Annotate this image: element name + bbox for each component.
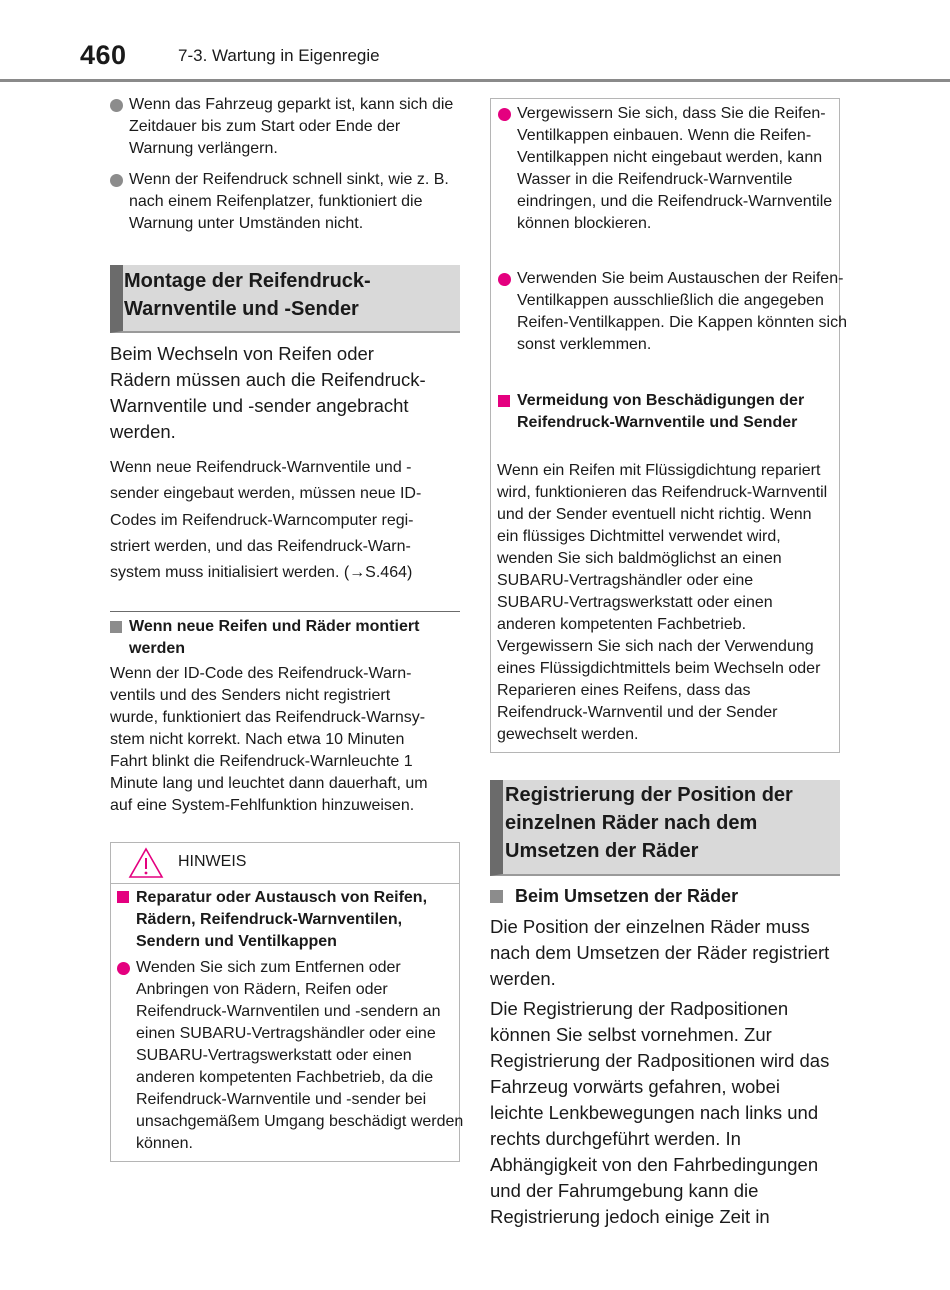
square-bullet-icon xyxy=(490,890,503,903)
section-heading: Montage der Reifendruck- Warnventile und -Sender xyxy=(110,265,460,333)
sub-heading: Wenn neue Reifen und Räder montiert werden xyxy=(110,616,479,660)
square-bullet-icon xyxy=(110,621,122,633)
caution-paragraph: Wenn ein Reifen mit Flüssigdichtung repariert wird, funktionieren das Reifendruck-Warnventil und der Sender eventuell nicht richtig. Wenn ein flüssiges Dichtmittel verwendet wird, wenden Sie sich baldmöglichst an einen SUBARU-Vertragshändler oder eine SUBARU-Vertragswerkstatt oder einen anderen kompetenten Fachbetrieb. Vergewissern Sie sich nach der Verwendung eines Flüssigdichtmittels beim Wechseln oder Reparieren eines Reifens, dass das Reifendruck-Warnventil und der Sender gewechselt werden. xyxy=(497,462,828,743)
bullet-dot-icon xyxy=(498,108,511,121)
caution-heading: Vermeidung von Beschädigungen der Reifendruck-Warnventile und Sender xyxy=(498,390,837,434)
divider xyxy=(110,611,460,612)
caution-box xyxy=(490,98,847,753)
header-rule xyxy=(0,79,950,82)
notice-header xyxy=(111,843,459,884)
notice-label: HINWEIS xyxy=(178,853,247,870)
list-item: Wenn das Fahrzeug geparkt ist, kann sich die Zeitdauer bis zum Start oder Ende der Warnung verlängern. xyxy=(110,94,460,160)
section-heading: Registrierung der Position der einzelnen Räder nach dem Umsetzen der Räder xyxy=(490,780,840,876)
page-number: 460 xyxy=(80,40,127,70)
notice-box xyxy=(110,842,464,1162)
square-bullet-icon xyxy=(117,891,129,903)
bullet-dot-icon xyxy=(110,174,123,187)
notice-heading: Reparatur oder Austausch von Reifen, Rädern, Reifendruck-Warnventilen, Sendern und Ventilkappen xyxy=(117,887,466,953)
bullet-dot-icon xyxy=(498,273,511,286)
warning-triangle-icon xyxy=(128,847,164,879)
list-item: Vergewissern Sie sich, dass Sie die Reifen-Ventilkappen einbauen. Wenn die Reifen-Ventilkappen nicht eingebaut werden, kann Wasser in die Reifendruck-Warnventile eindringen, und die Reifendruck-Warnventile können blockieren. xyxy=(498,103,847,235)
paragraph: Die Position der einzelnen Räder muss nach dem Umsetzen der Räder registriert werden. xyxy=(490,916,830,989)
body-paragraph: Wenn neue Reifendruck-Warnventile und - sender eingebaut werden, müssen neue ID- Codes im Reifendruck-Warncomputer regi- striert werden, und das Reifendruck-Warn- system muss initialisiert werden. (→S.464) xyxy=(110,455,460,586)
list-item: Verwenden Sie beim Austauschen der Reifen-Ventilkappen ausschließlich die angegeben Reifen-Ventilkappen. Die Kappen könnten sich sonst verklemmen. xyxy=(498,268,847,356)
bullet-dot-icon xyxy=(110,99,123,112)
sub-paragraph: Wenn der ID-Code des Reifendruck-Warn- ventils und des Senders nicht registriert wurde, funktioniert das Reifendruck-Warnsy- stem nicht korrekt. Nach etwa 10 Minuten Fahrt blinkt die Reifendruck-Warnleuchte 1 Minute lang und leuchtet dann dauerhaft, um auf eine System-Fehlfunktion hinzuweisen. xyxy=(110,665,428,814)
paragraph: Die Registrierung der Radpositionen können Sie selbst vornehmen. Zur Registrierung der Radpositionen wird das Fahrzeug vorwärts gefahren, wobei leichte Lenkbewegungen nach links und rechts durchgeführt werden. In Abhängigkeit von den Fahrbedingungen und der Fahrumgebung kann die Registrierung jedoch einige Zeit in xyxy=(490,998,830,1227)
list-item: Wenn der Reifendruck schnell sinkt, wie z. B. nach einem Reifenplatzer, funktioniert die Warnung unter Umständen nicht. xyxy=(110,169,460,235)
intro-paragraph: Beim Wechseln von Reifen oder Rädern müssen auch die Reifendruck- Warnventile und -sender angebracht werden. xyxy=(110,343,426,442)
bullet-dot-icon xyxy=(117,962,130,975)
section-title: 7-3. Wartung in Eigenregie xyxy=(178,46,380,65)
sub-heading: Beim Umsetzen der Räder xyxy=(490,884,840,908)
intro-bullet-list xyxy=(110,94,460,235)
notice-bullet: Wenden Sie sich zum Entfernen oder Anbringen von Rädern, Reifen oder Reifendruck-Warnventilen und -sendern an einen SUBARU-Vertragshändler oder eine SUBARU-Vertragswerkstatt oder einen anderen kompetenten Fachbetrieb, da die Reifendruck-Warnventile und -sender bei unsachgemäßem Umgang beschädigt werden können. xyxy=(117,957,466,1155)
page-reference[interactable]: system muss initialisiert werden. (→S.464) xyxy=(110,564,413,582)
square-bullet-icon xyxy=(498,395,510,407)
